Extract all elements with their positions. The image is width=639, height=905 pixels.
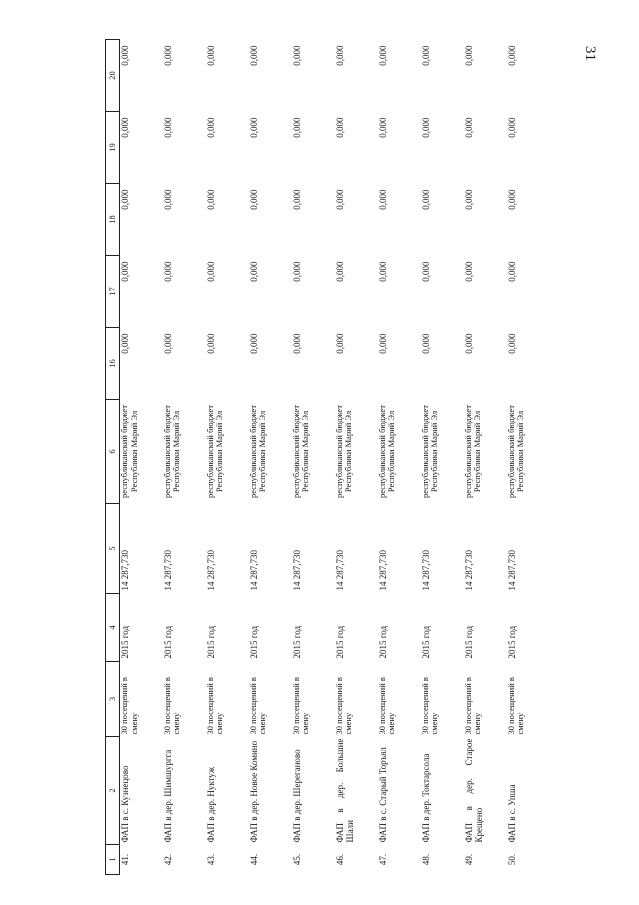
value-col-16: 0,000: [334, 333, 345, 354]
amount-cell: 14 287,730: [377, 550, 388, 591]
amount-cell: 14 287,730: [334, 550, 345, 591]
capacity-cell: 30 посещений в смену: [333, 677, 354, 735]
value-col-20: 0,000: [506, 45, 517, 66]
funding-source-cell: республиканский бюджет Республики Марий Эл: [290, 405, 311, 498]
capacity-cell: 30 посещений в смену: [290, 677, 311, 735]
value-col-17: 0,000: [463, 261, 474, 282]
value-col-19: 0,000: [506, 117, 517, 138]
value-col-16: 0,000: [506, 333, 517, 354]
value-col-18: 0,000: [420, 189, 431, 210]
row-number: 42.: [162, 853, 173, 866]
column-header: 6: [106, 400, 120, 504]
facility-name: ФАП в дер. Нуктуж: [205, 766, 216, 843]
value-col-20: 0,000: [291, 45, 302, 66]
table-row: [421, 40, 464, 875]
value-col-20: 0,000: [463, 45, 474, 66]
value-col-20: 0,000: [205, 45, 216, 66]
table-row: [292, 40, 335, 875]
value-col-18: 0,000: [506, 189, 517, 210]
table-row: [507, 40, 550, 875]
row-number: 41.: [120, 853, 130, 866]
value-col-19: 0,000: [162, 117, 173, 138]
row-number: 44.: [248, 853, 259, 866]
value-col-16: 0,000: [248, 333, 259, 354]
value-col-18: 0,000: [291, 189, 302, 210]
amount-cell: 14 287,730: [420, 550, 431, 591]
amount-cell: 14 287,730: [248, 550, 259, 591]
value-col-19: 0,000: [377, 117, 388, 138]
value-col-17: 0,000: [334, 261, 345, 282]
rotated-table-sheet: [105, 40, 535, 875]
capacity-cell: 30 посещений в смену: [161, 677, 182, 735]
row-number: 50.: [506, 853, 517, 866]
table-row: [335, 40, 378, 875]
facility-name: ФАП в с. Кузнецово: [120, 765, 130, 843]
funding-source-cell: республиканский бюджет Республики Марий Эл: [333, 405, 354, 498]
column-number-header-row: [106, 40, 120, 875]
value-col-20: 0,000: [120, 45, 130, 66]
value-col-19: 0,000: [248, 117, 259, 138]
period-cell: 2015 год: [420, 625, 431, 659]
column-header: 2: [106, 737, 120, 845]
value-col-18: 0,000: [248, 189, 259, 210]
value-col-20: 0,000: [248, 45, 259, 66]
row-number: 46.: [334, 853, 345, 866]
table-row: [378, 40, 421, 875]
table-row: [464, 40, 507, 875]
period-cell: 2015 год: [248, 625, 259, 659]
value-col-19: 0,000: [120, 117, 130, 138]
value-col-20: 0,000: [334, 45, 345, 66]
period-cell: 2015 год: [120, 625, 130, 659]
facility-name: ФАП в дер. Шимшургга: [162, 749, 173, 843]
funding-source-cell: республиканский бюджет Республики Марий Эл: [462, 405, 483, 498]
value-col-19: 0,000: [205, 117, 216, 138]
row-number: 48.: [420, 853, 431, 866]
column-header: 4: [106, 594, 120, 662]
value-col-19: 0,000: [420, 117, 431, 138]
value-col-18: 0,000: [334, 189, 345, 210]
facility-name: ФАП в дер. Большие Шали: [334, 738, 355, 843]
row-number: 45.: [291, 853, 302, 866]
column-header: 3: [106, 662, 120, 737]
column-header: 5: [106, 504, 120, 594]
table-row: [120, 40, 163, 875]
table-row: [249, 40, 292, 875]
value-col-17: 0,000: [120, 261, 130, 282]
value-col-20: 0,000: [377, 45, 388, 66]
table-row: [163, 40, 206, 875]
funding-source-cell: республиканский бюджет Республики Марий Эл: [419, 405, 440, 498]
capacity-cell: 30 посещений в смену: [376, 677, 397, 735]
value-col-19: 0,000: [463, 117, 474, 138]
facility-name: ФАП в с. Упша: [506, 784, 517, 843]
funding-source-cell: республиканский бюджет Республики Марий Эл: [119, 405, 139, 498]
funding-source-cell: республиканский бюджет Республики Марий Эл: [505, 405, 526, 498]
facility-name: ФАП в дер. Старое Крещено: [463, 738, 484, 843]
facility-name: ФАП в дер. Шереганово: [291, 749, 302, 843]
period-cell: 2015 год: [377, 625, 388, 659]
amount-cell: 14 287,730: [120, 550, 130, 591]
capacity-cell: 30 посещений в смену: [247, 677, 268, 735]
value-col-16: 0,000: [205, 333, 216, 354]
value-col-16: 0,000: [120, 333, 130, 354]
value-col-20: 0,000: [420, 45, 431, 66]
period-cell: 2015 год: [291, 625, 302, 659]
capacity-cell: 30 посещений в смену: [462, 677, 483, 735]
facility-name: ФАП в дер. Новое Комино: [248, 740, 259, 843]
column-header: 1: [106, 845, 120, 875]
capacity-cell: 30 посещений в смену: [119, 677, 139, 735]
value-col-17: 0,000: [506, 261, 517, 282]
column-header: 16: [106, 328, 120, 400]
period-cell: 2015 год: [506, 625, 517, 659]
value-col-16: 0,000: [420, 333, 431, 354]
value-col-16: 0,000: [463, 333, 474, 354]
period-cell: 2015 год: [205, 625, 216, 659]
value-col-17: 0,000: [420, 261, 431, 282]
value-col-17: 0,000: [248, 261, 259, 282]
row-number: 49.: [463, 853, 474, 866]
period-cell: 2015 год: [334, 625, 345, 659]
amount-cell: 14 287,730: [506, 550, 517, 591]
facilities-table: [105, 39, 550, 875]
page-number: 31: [582, 46, 598, 61]
facility-name: ФАП в с. Старый Торъял: [377, 747, 388, 843]
value-col-18: 0,000: [120, 189, 130, 210]
amount-cell: 14 287,730: [291, 550, 302, 591]
value-col-19: 0,000: [291, 117, 302, 138]
column-header: 19: [106, 112, 120, 184]
column-header: 18: [106, 184, 120, 256]
row-number: 47.: [377, 853, 388, 866]
value-col-16: 0,000: [162, 333, 173, 354]
value-col-18: 0,000: [162, 189, 173, 210]
amount-cell: 14 287,730: [162, 550, 173, 591]
capacity-cell: 30 посещений в смену: [419, 677, 440, 735]
value-col-20: 0,000: [162, 45, 173, 66]
value-col-18: 0,000: [463, 189, 474, 210]
funding-source-cell: республиканский бюджет Республики Марий Эл: [376, 405, 397, 498]
value-col-19: 0,000: [334, 117, 345, 138]
capacity-cell: 30 посещений в смену: [204, 677, 225, 735]
value-col-17: 0,000: [291, 261, 302, 282]
row-number: 43.: [205, 853, 216, 866]
value-col-17: 0,000: [377, 261, 388, 282]
capacity-cell: 30 посещений в смену: [505, 677, 526, 735]
table-body: [120, 40, 550, 875]
funding-source-cell: республиканский бюджет Республики Марий Эл: [204, 405, 225, 498]
period-cell: 2015 год: [463, 625, 474, 659]
funding-source-cell: республиканский бюджет Республики Марий Эл: [161, 405, 182, 498]
value-col-17: 0,000: [162, 261, 173, 282]
table-row: [206, 40, 249, 875]
value-col-16: 0,000: [291, 333, 302, 354]
value-col-17: 0,000: [205, 261, 216, 282]
column-header: 17: [106, 256, 120, 328]
period-cell: 2015 год: [162, 625, 173, 659]
value-col-18: 0,000: [377, 189, 388, 210]
value-col-18: 0,000: [205, 189, 216, 210]
facility-name: ФАП в дер. Токтарсола: [420, 753, 431, 843]
amount-cell: 14 287,730: [205, 550, 216, 591]
funding-source-cell: республиканский бюджет Республики Марий Эл: [247, 405, 268, 498]
amount-cell: 14 287,730: [463, 550, 474, 591]
value-col-16: 0,000: [377, 333, 388, 354]
column-header: 20: [106, 40, 120, 112]
